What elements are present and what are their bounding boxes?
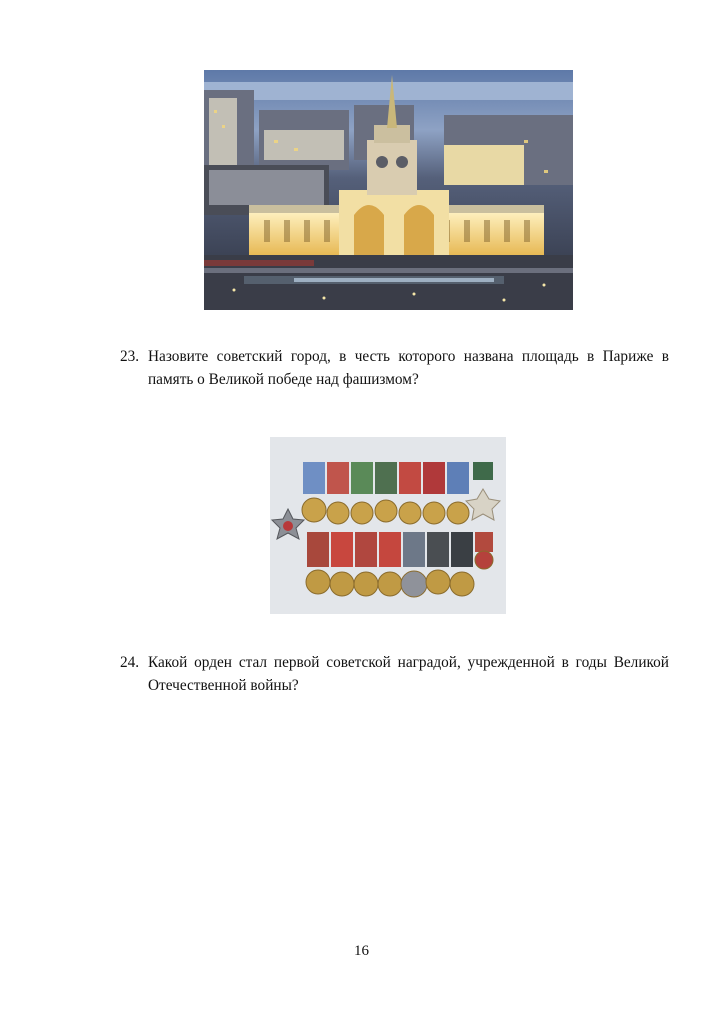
question-23 <box>120 345 669 391</box>
question-number: 23. <box>120 348 140 365</box>
medals-photo <box>270 437 506 614</box>
question-number: 24. <box>120 654 140 671</box>
question-text: Какой орден стал первой советской наградой, учрежденной в годы Великой Отечественной войны? <box>148 654 669 694</box>
question-24 <box>120 651 669 697</box>
question-text: Назовите советский город, в честь которого названа площадь в Париже в память о Великой победе над фашизмом? <box>148 348 669 388</box>
page-number: 16 <box>354 943 369 959</box>
city-station-photo <box>204 70 573 310</box>
